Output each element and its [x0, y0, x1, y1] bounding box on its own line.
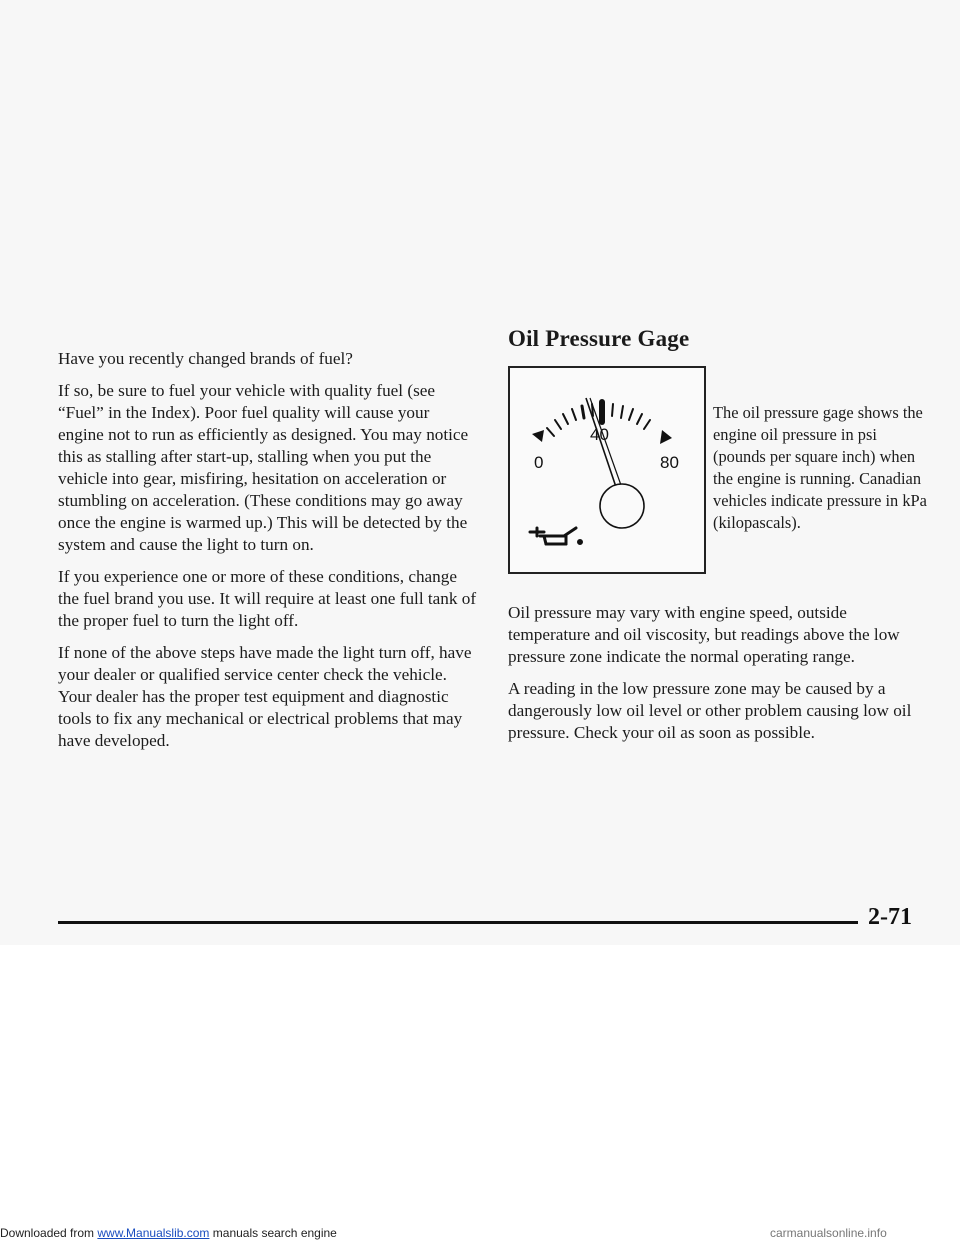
paragraph: A reading in the low pressure zone may be caused by a dangerously low oil level or other problem causing low oil pressure. Check your oil as soon as possible.	[508, 679, 912, 742]
page-rule	[58, 921, 858, 924]
watermark: carmanualsonline.info	[770, 1226, 887, 1240]
paragraph: Oil pressure may vary with engine speed, outside temperature and oil viscosity, but readings above the low pressure zone indicate the normal operating range.	[508, 603, 900, 666]
paragraph: If none of the above steps have made the light turn off, have your dealer or qualified service center check the vehicle. Your dealer has the proper test equipment and diagnostic tools to fix any mechanical or electrical problems that may have developed.	[58, 643, 472, 750]
paragraph: If so, be sure to fuel your vehicle with quality fuel (see “Fuel” in the Index). Poor fuel quality will cause your engine not to run as efficiently as designed. You may notice this as stalling after start-up, stalling when you put the vehicle into gear, misfiring, hesitation on acceleration or stumbling on acceleration. (These conditions may go away once the engine is warmed up.) This will be detected by the system and cause the light to turn on.	[58, 381, 469, 554]
gauge-drawing	[510, 368, 704, 572]
paragraph: Have you recently changed brands of fuel?	[58, 349, 353, 368]
oil-can-icon	[530, 528, 582, 544]
gauge-label-max: 80	[660, 453, 679, 472]
gauge-row	[508, 366, 928, 574]
footer-suffix: manuals search engine	[209, 1226, 337, 1240]
right-body	[508, 602, 928, 744]
gauge-max-marker	[660, 430, 672, 444]
gauge-min-marker	[532, 430, 544, 442]
page-number: 2-71	[868, 904, 912, 930]
footer-prefix: Downloaded from	[0, 1226, 98, 1240]
paragraph: If you experience one or more of these conditions, change the fuel brand you use. It will require at least one full tank of the proper fuel to turn the light off.	[58, 567, 477, 630]
section-title: Oil Pressure Gage	[508, 326, 690, 351]
gauge-hub	[600, 484, 644, 528]
left-column	[58, 348, 478, 762]
oil-pressure-gauge-illustration	[508, 366, 706, 574]
manualslib-link[interactable]: www.Manualslib.com	[97, 1226, 210, 1240]
right-column	[508, 326, 928, 754]
gauge-label-mid: 40	[590, 425, 609, 444]
download-footer	[0, 1226, 337, 1240]
gauge-description: The oil pressure gage shows the engine oil pressure in psi (pounds per square inch) when the engine is running. Canadian vehicles indicate pressure in kPa (kilopascals).	[713, 403, 927, 532]
gauge-label-min: 0	[534, 453, 544, 472]
